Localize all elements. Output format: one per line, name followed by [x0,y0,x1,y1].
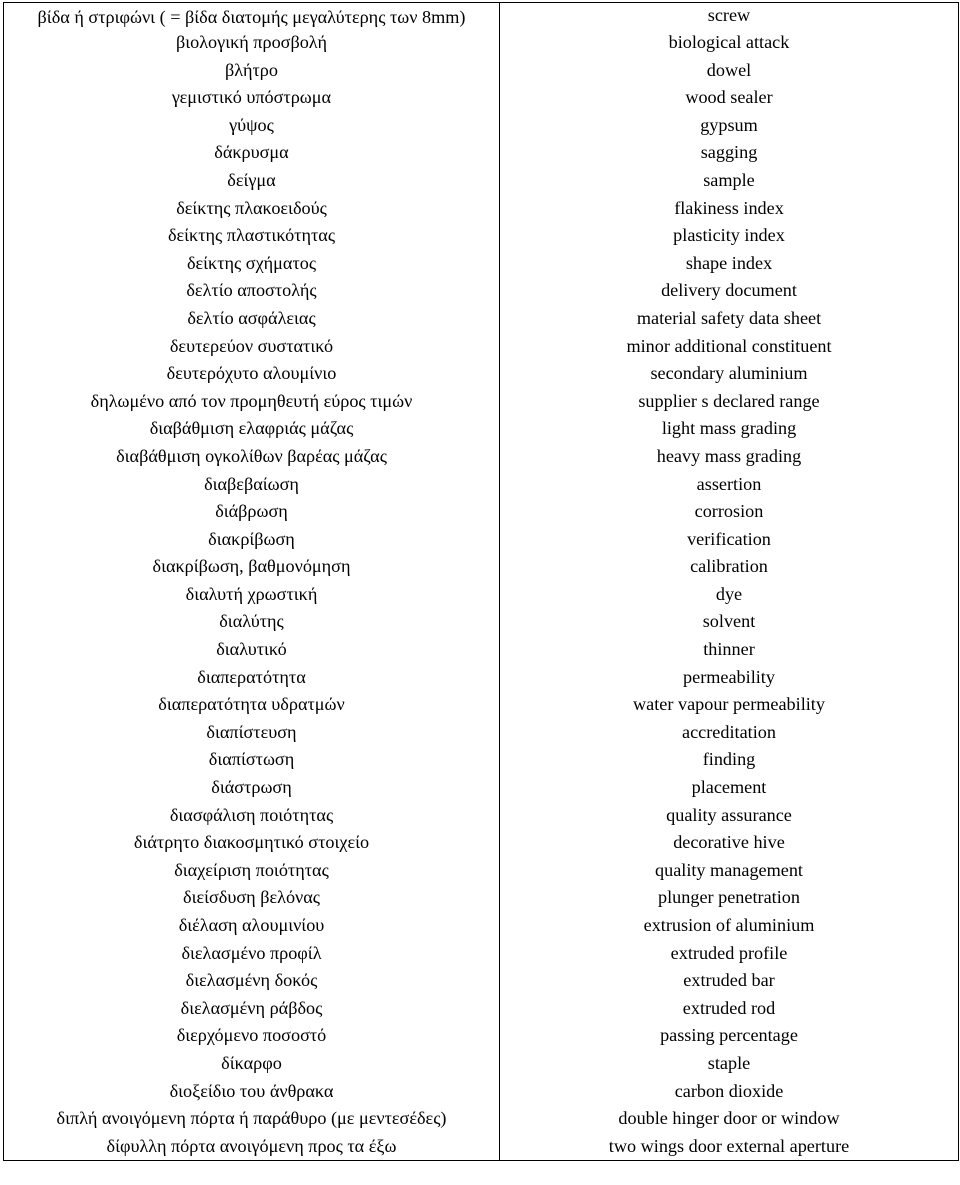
english-term: passing percentage [500,1022,959,1050]
glossary-row [4,664,959,692]
greek-term: διαχείριση ποιότητας [4,857,500,885]
english-term: biological attack [500,29,959,57]
glossary-row [4,995,959,1023]
english-term: shape index [500,250,959,278]
glossary-body [4,3,959,1161]
greek-term: διπλή ανοιγόμενη πόρτα ή παράθυρο (με μεντεσέδες) [4,1105,500,1133]
english-term: flakiness index [500,195,959,223]
greek-term: δείκτης σχήματος [4,250,500,278]
greek-term: δελτίο αποστολής [4,277,500,305]
glossary-row [4,305,959,333]
english-term: sagging [500,139,959,167]
english-term: accreditation [500,719,959,747]
glossary-row [4,912,959,940]
greek-term: δηλωμένο από τον προμηθευτή εύρος τιμών [4,388,500,416]
glossary-table [3,2,959,1161]
greek-term: δείκτης πλακοειδούς [4,195,500,223]
greek-term: διάτρητο διακοσμητικό στοιχείο [4,829,500,857]
glossary-row [4,498,959,526]
greek-term: βίδα ή στριφώνι ( = βίδα διατομής μεγαλύτερης των 8mm) [4,3,500,30]
greek-term: διασφάλιση ποιότητας [4,802,500,830]
greek-term: διάβρωση [4,498,500,526]
glossary-row [4,57,959,85]
greek-term: διαλυτή χρωστική [4,581,500,609]
greek-term: δευτερόχυτο αλουμίνιο [4,360,500,388]
english-term: verification [500,526,959,554]
english-term: supplier s declared range [500,388,959,416]
glossary-row [4,29,959,57]
glossary-row [4,719,959,747]
english-term: decorative hive [500,829,959,857]
greek-term: βλήτρο [4,57,500,85]
glossary-row [4,1022,959,1050]
greek-term: διαβάθμιση ελαφριάς μάζας [4,415,500,443]
glossary-row [4,581,959,609]
english-term: plasticity index [500,222,959,250]
greek-term: δείγμα [4,167,500,195]
glossary-row [4,802,959,830]
english-term: water vapour permeability [500,691,959,719]
greek-term: γεμιστικό υπόστρωμα [4,84,500,112]
greek-term: δίφυλλη πόρτα ανοιγόμενη προς τα έξω [4,1133,500,1161]
glossary-row [4,388,959,416]
greek-term: διαπίστωση [4,746,500,774]
greek-term: γύψος [4,112,500,140]
english-term: solvent [500,608,959,636]
glossary-row [4,333,959,361]
english-term: dowel [500,57,959,85]
greek-term: δίκαρφο [4,1050,500,1078]
greek-term: διελασμένο προφίλ [4,940,500,968]
glossary-row [4,526,959,554]
english-term: calibration [500,553,959,581]
glossary-row [4,636,959,664]
glossary-row [4,112,959,140]
glossary-row [4,139,959,167]
glossary-row [4,250,959,278]
glossary-row [4,746,959,774]
english-term: quality management [500,857,959,885]
greek-term: διείσδυση βελόνας [4,884,500,912]
english-term: carbon dioxide [500,1078,959,1106]
glossary-row [4,443,959,471]
english-term: delivery document [500,277,959,305]
glossary-row [4,857,959,885]
glossary-row [4,1105,959,1133]
glossary-row [4,195,959,223]
english-term: extruded profile [500,940,959,968]
greek-term: δείκτης πλαστικότητας [4,222,500,250]
english-term: sample [500,167,959,195]
greek-term: διέλαση αλουμινίου [4,912,500,940]
english-term: assertion [500,471,959,499]
glossary-row [4,774,959,802]
english-term: screw [500,3,959,30]
greek-term: διαπερατότητα [4,664,500,692]
greek-term: δάκρυσμα [4,139,500,167]
glossary-row [4,553,959,581]
greek-term: δευτερεύον συστατικό [4,333,500,361]
greek-term: διαλύτης [4,608,500,636]
greek-term: διαβεβαίωση [4,471,500,499]
glossary-row [4,940,959,968]
english-term: heavy mass grading [500,443,959,471]
english-term: placement [500,774,959,802]
greek-term: διακρίβωση, βαθμονόμηση [4,553,500,581]
greek-term: διαπερατότητα υδρατμών [4,691,500,719]
greek-term: διαβάθμιση ογκολίθων βαρέας μάζας [4,443,500,471]
glossary-row [4,608,959,636]
english-term: plunger penetration [500,884,959,912]
greek-term: διοξείδιο του άνθρακα [4,1078,500,1106]
greek-term: διαπίστευση [4,719,500,747]
english-term: double hinger door or window [500,1105,959,1133]
glossary-row [4,3,959,30]
glossary-row [4,415,959,443]
english-term: permeability [500,664,959,692]
english-term: extruded bar [500,967,959,995]
glossary-row [4,84,959,112]
english-term: staple [500,1050,959,1078]
greek-term: διελασμένη ράβδος [4,995,500,1023]
english-term: material safety data sheet [500,305,959,333]
english-term: light mass grading [500,415,959,443]
english-term: two wings door external aperture [500,1133,959,1161]
glossary-row [4,691,959,719]
glossary-row [4,1133,959,1161]
glossary-row [4,471,959,499]
english-term: dye [500,581,959,609]
english-term: finding [500,746,959,774]
english-term: extrusion of aluminium [500,912,959,940]
greek-term: δελτίο ασφάλειας [4,305,500,333]
glossary-row [4,1078,959,1106]
greek-term: διαλυτικό [4,636,500,664]
glossary-row [4,1050,959,1078]
greek-term: διακρίβωση [4,526,500,554]
glossary-row [4,222,959,250]
glossary-row [4,277,959,305]
english-term: minor additional constituent [500,333,959,361]
greek-term: βιολογική προσβολή [4,29,500,57]
english-term: secondary aluminium [500,360,959,388]
glossary-row [4,167,959,195]
english-term: gypsum [500,112,959,140]
english-term: extruded rod [500,995,959,1023]
glossary-row [4,360,959,388]
glossary-row [4,884,959,912]
english-term: quality assurance [500,802,959,830]
greek-term: διελασμένη δοκός [4,967,500,995]
greek-term: διερχόμενο ποσοστό [4,1022,500,1050]
greek-term: διάστρωση [4,774,500,802]
english-term: corrosion [500,498,959,526]
glossary-row [4,829,959,857]
english-term: thinner [500,636,959,664]
english-term: wood sealer [500,84,959,112]
glossary-row [4,967,959,995]
